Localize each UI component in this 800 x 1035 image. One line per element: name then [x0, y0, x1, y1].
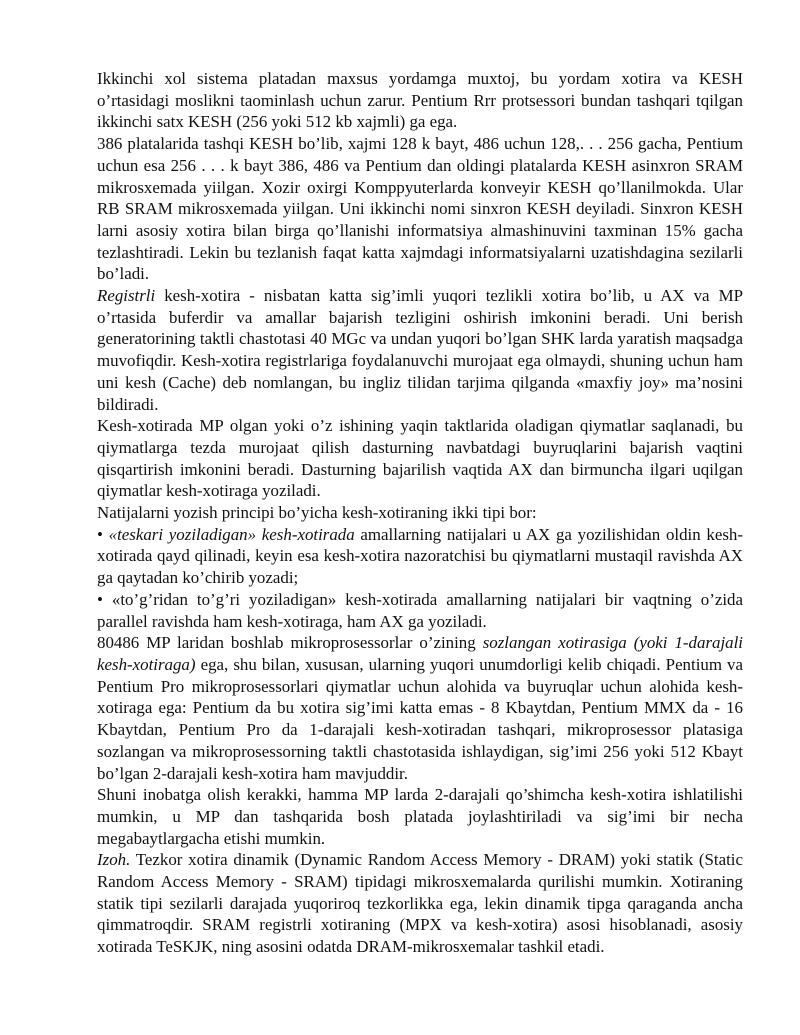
- note-paragraph: [97, 849, 743, 958]
- text-run: 80486 MP laridan boshlab mikroprosessorlar o’zining: [97, 633, 483, 653]
- italic-term: «teskari yoziladigan» kesh-xotirada: [108, 524, 355, 544]
- paragraph: [97, 632, 743, 784]
- text-run: Tezkor xotira dinamik (Dynamic Random Access Memory - DRAM) yoki statik (Static Random Access Memory - SRAM) tipidagi mikrosxemalarda qurilishi mumkin. Xotiraning statik tipi sezilarli darajada yuqoriroq tezkorlikka ega, lekin dinamik tipga qaraganda ancha qimmatroqdir. SRAM registrli xotiraning (MPX va kesh-xotira) asosi hisoblanadi, asosiy xotirada TeSKJK, ning asosini odatda DRAM-mikrosxemalar tashkil etadi.: [97, 850, 743, 957]
- paragraph: [97, 285, 743, 415]
- text-run: ega, shu bilan, xususan, ularning yuqori unumdorligi kelib chiqadi. Pentium va Pentium Pro mikroprosessorlari qiymatlar uchun alohida va buyruqlar uchun alohida kesh-xotiraga ega: Pentium da bu xotira sig’imi katta emas - 8 Kbaytdan, Pentium MMX da - 16 Kbaytdan, Pentium Pro da 1-darajali kesh-xotiradan tashqari, mikroprosessor platasiga sozlangan va mikroprosessorning taktli chastotasida ishlaydigan, sig’imi 256 yoki 512 Kbayt bo’lgan 2-darajali kesh-xotira ham mavjuddir.: [97, 654, 743, 783]
- text-run: Natijalarni yozish principi bo’yicha kesh-xotiraning ikki tipi bor:: [97, 503, 537, 523]
- paragraph: [97, 68, 743, 133]
- paragraph: [97, 784, 743, 849]
- paragraph: [97, 133, 743, 285]
- text-run: 386 platalarida tashqi KESH bo’lib, xajmi 128 k bayt, 486 uchun 128,. . . 256 gacha, Pentium uchun esa 256 . . . k bayt 386, 486 va Pentium dan oldingi platalarda KESH asinxron SRAM mikrosxemada yiilgan. Xozir oxirgi Komppyuterlarda konveyir KESH qo’llanilmokda. Ular RB SRAM mikrosxemada yiilgan. Uni ikkinchi nomi sinxron KESH deyiladi. Sinxron KESH larni asosiy xotira bilan birga qo’llanishi informatsiya almashinuvini taxminan 15% gacha tezlashtiradi. Lekin bu tezlanish faqat katta xajmdagi informatsiyalarni uzatishdagina sezilarli bo’ladi.: [97, 134, 743, 284]
- paragraph: [97, 502, 743, 524]
- text-run: • «to’g’ridan to’g’ri yoziladigan» kesh-xotirada amallarning natijalari bir vaqtning o’zida parallel ravishda ham kesh-xotiraga, ham AX ga yoziladi.: [97, 589, 743, 631]
- text-run: Kesh-xotirada MP olgan yoki o’z ishining yaqin taktlarida oladigan qiymatlar saqlanadi, bu qiymatlarga tezda murojaat qilish dasturning navbatdagi buyruqlarini bajarish vaqtini qisqartirish imkonini beradi. Dasturning bajarilish vaqtida AX dan birmuncha ilgari uqilgan qiymatlar kesh-xotiraga yoziladi.: [97, 416, 743, 501]
- text-run: kesh-xotira - nisbatan katta sig’imli yuqori tezlikli xotira bo’lib, u AX va MP o’rtasida buferdir va amallar bajarish tezligini oshirish imkonini beradi. Uni berish generatorining taktli chastotasi 40 MGc va undan yuqori bo’lgan SHK larda yaratish maqsadga muvofiqdir. Kesh-xotira registrlariga foydalanuvchi murojaat ega olmaydi, shuning uchun ham uni kesh (Cache) deb nomlangan, bu ingliz tilidan tarjima qilganda «maxfiy joy» ma’nosini bildiradi.: [97, 286, 743, 414]
- text-run: amallarning natijalari u AX ga yozilishidan oldin kesh-xotirada qayd qilinadi, keyin esa kesh-xotira nazoratchisi bu qiymatlarni mustaqil ravishda AX ga qaytadan ko’chirib yozadi;: [97, 524, 743, 588]
- bullet-item: [97, 589, 743, 632]
- note-label: Izoh.: [97, 850, 131, 870]
- bullet-item: [97, 524, 743, 589]
- italic-term: Registrli: [97, 286, 156, 306]
- italic-term: sozlangan xotirasiga (yoki 1-darajali kesh-xotiraga): [97, 633, 743, 674]
- bullet-marker: •: [97, 524, 109, 544]
- document-page: [97, 68, 743, 958]
- paragraph: [97, 415, 743, 502]
- text-run: Shuni inobatga olish kerakki, hamma MP larda 2-darajali qo’shimcha kesh-xotira ishlatilishi mumkin, u MP dan tashqarida bosh platada joylashtiriladi va sig’imi bir necha megabaytlargacha etishi mumkin.: [97, 785, 743, 848]
- text-run: Ikkinchi xol sistema platadan maxsus yordamga muxtoj, bu yordam xotira va KESH o’rtasidagi moslikni taominlash uchun zarur. Pentium Rrr protsessori bundan tashqari tqilgan ikkinchi satx KESH (256 yoki 512 kb xajmli) ga ega.: [97, 69, 743, 132]
